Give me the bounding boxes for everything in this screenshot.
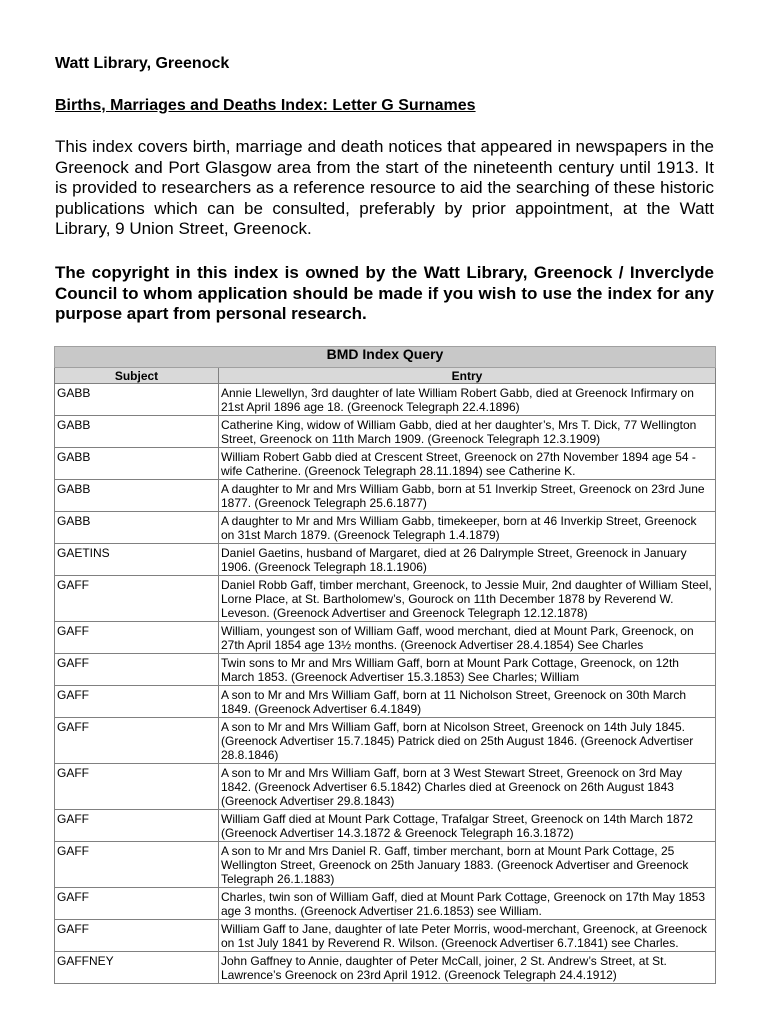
entry-cell: A son to Mr and Mrs Daniel R. Gaff, timber merchant, born at Mount Park Cottage, 25 Wellington Street, Greenock on 25th January 1883. (Greenock Advertiser and Greenock Telegraph 26.1.1883): [219, 842, 716, 888]
entry-cell: A daughter to Mr and Mrs William Gabb, timekeeper, born at 46 Inverkip Street, Greenock on 31st March 1879. (Greenock Telegraph 1.4.1879): [219, 512, 716, 544]
subject-cell: GABB: [55, 416, 219, 448]
table-body: [55, 384, 716, 984]
table-header-row: [55, 368, 716, 384]
table-row: [55, 416, 716, 448]
table-row: [55, 920, 716, 952]
entry-cell: A son to Mr and Mrs William Gaff, born at Nicolson Street, Greenock on 14th July 1845. (Greenock Advertiser 15.7.1845) Patrick died on 25th August 1846. (Greenock Advertiser 28.8.1846): [219, 718, 716, 764]
entry-cell: William Robert Gabb died at Crescent Street, Greenock on 27th November 1894 age 54 - wife Catherine. (Greenock Telegraph 28.11.1894) see Catherine K.: [219, 448, 716, 480]
entry-cell: Twin sons to Mr and Mrs William Gaff, born at Mount Park Cottage, Greenock, on 12th March 1853. (Greenock Advertiser 15.3.1853) See Charles; William: [219, 654, 716, 686]
subject-cell: GAFF: [55, 576, 219, 622]
table-row: [55, 384, 716, 416]
subject-cell: GAFF: [55, 888, 219, 920]
subject-cell: GAETINS: [55, 544, 219, 576]
table-row: [55, 810, 716, 842]
entry-cell: A son to Mr and Mrs William Gaff, born at 3 West Stewart Street, Greenock on 3rd May 1842. (Greenock Advertiser 6.5.1842) Charles died at Greenock on 26th August 1843 (Greenock Advertiser 29.8.1843): [219, 764, 716, 810]
table-row: [55, 480, 716, 512]
subject-cell: GAFFNEY: [55, 952, 219, 984]
subject-cell: GAFF: [55, 686, 219, 718]
subject-cell: GAFF: [55, 842, 219, 888]
subject-cell: GABB: [55, 384, 219, 416]
entry-cell: William Gaff to Jane, daughter of late Peter Morris, wood-merchant, Greenock, at Greenock on 1st July 1841 by Reverend R. Wilson. (Greenock Advertiser 6.7.1841) see Charles.: [219, 920, 716, 952]
entry-cell: Catherine King, widow of William Gabb, died at her daughter’s, Mrs T. Dick, 77 Wellington Street, Greenock on 11th March 1909. (Greenock Telegraph 12.3.1909): [219, 416, 716, 448]
subject-cell: GAFF: [55, 654, 219, 686]
bmd-index-table: [54, 346, 716, 984]
table-caption: BMD Index Query: [55, 347, 716, 368]
intro-paragraph: This index covers birth, marriage and death notices that appeared in newspapers in the Greenock and Port Glasgow area from the start of the nineteenth century until 1913. It is provided to researchers as a reference resource to aid the searching of these historic publications which can be consulted, preferably by prior appointment, at the Watt Library, 9 Union Street, Greenock.: [55, 137, 714, 239]
entry-cell: A daughter to Mr and Mrs William Gabb, born at 51 Inverkip Street, Greenock on 23rd June 1877. (Greenock Telegraph 25.6.1877): [219, 480, 716, 512]
table-row: [55, 888, 716, 920]
entry-cell: Daniel Gaetins, husband of Margaret, died at 26 Dalrymple Street, Greenock in January 1906. (Greenock Telegraph 18.1.1906): [219, 544, 716, 576]
column-header-subject: Subject: [55, 368, 219, 384]
subject-cell: GABB: [55, 480, 219, 512]
bmd-index-table-wrap: [54, 346, 716, 984]
table-row: [55, 622, 716, 654]
table-row: [55, 448, 716, 480]
table-row: [55, 842, 716, 888]
subject-cell: GAFF: [55, 718, 219, 764]
table-row: [55, 512, 716, 544]
subject-cell: GAFF: [55, 810, 219, 842]
entry-cell: William, youngest son of William Gaff, wood merchant, died at Mount Park, Greenock, on 27th April 1854 age 13½ months. (Greenock Advertiser 28.4.1854) See Charles: [219, 622, 716, 654]
entry-cell: John Gaffney to Annie, daughter of Peter McCall, joiner, 2 St. Andrew’s Street, at St. Lawrence’s Greenock on 23rd April 1912. (Greenock Telegraph 24.4.1912): [219, 952, 716, 984]
entry-cell: A son to Mr and Mrs William Gaff, born at 11 Nicholson Street, Greenock on 30th March 1849. (Greenock Advertiser 6.4.1849): [219, 686, 716, 718]
subject-cell: GABB: [55, 512, 219, 544]
subject-cell: GABB: [55, 448, 219, 480]
table-row: [55, 654, 716, 686]
table-row: [55, 576, 716, 622]
entry-cell: Annie Llewellyn, 3rd daughter of late William Robert Gabb, died at Greenock Infirmary on 21st April 1896 age 18. (Greenock Telegraph 22.4.1896): [219, 384, 716, 416]
subject-cell: GAFF: [55, 622, 219, 654]
table-row: [55, 686, 716, 718]
table-row: [55, 952, 716, 984]
entry-cell: William Gaff died at Mount Park Cottage, Trafalgar Street, Greenock on 14th March 1872 (Greenock Advertiser 14.3.1872 & Greenock Telegraph 16.3.1872): [219, 810, 716, 842]
table-row: [55, 544, 716, 576]
table-row: [55, 718, 716, 764]
entry-cell: Charles, twin son of William Gaff, died at Mount Park Cottage, Greenock on 17th May 1853 age 3 months. (Greenock Advertiser 21.6.1853) see William.: [219, 888, 716, 920]
subject-cell: GAFF: [55, 764, 219, 810]
entry-cell: Daniel Robb Gaff, timber merchant, Greenock, to Jessie Muir, 2nd daughter of William Steel, Lorne Place, at St. Bartholomew’s, Gourock on 11th December 1878 by Reverend W. Leveson. (Greenock Advertiser and Greenock Telegraph 12.12.1878): [219, 576, 716, 622]
index-title: Births, Marriages and Deaths Index: Letter G Surnames: [55, 97, 476, 114]
table-caption-row: [55, 347, 716, 368]
org-title: Watt Library, Greenock: [55, 55, 230, 72]
table-row: [55, 764, 716, 810]
column-header-entry: Entry: [219, 368, 716, 384]
copyright-notice: The copyright in this index is owned by the Watt Library, Greenock / Inverclyde Council to whom application should be made if you wish to use the index for any purpose apart from personal research.: [55, 263, 714, 324]
subject-cell: GAFF: [55, 920, 219, 952]
